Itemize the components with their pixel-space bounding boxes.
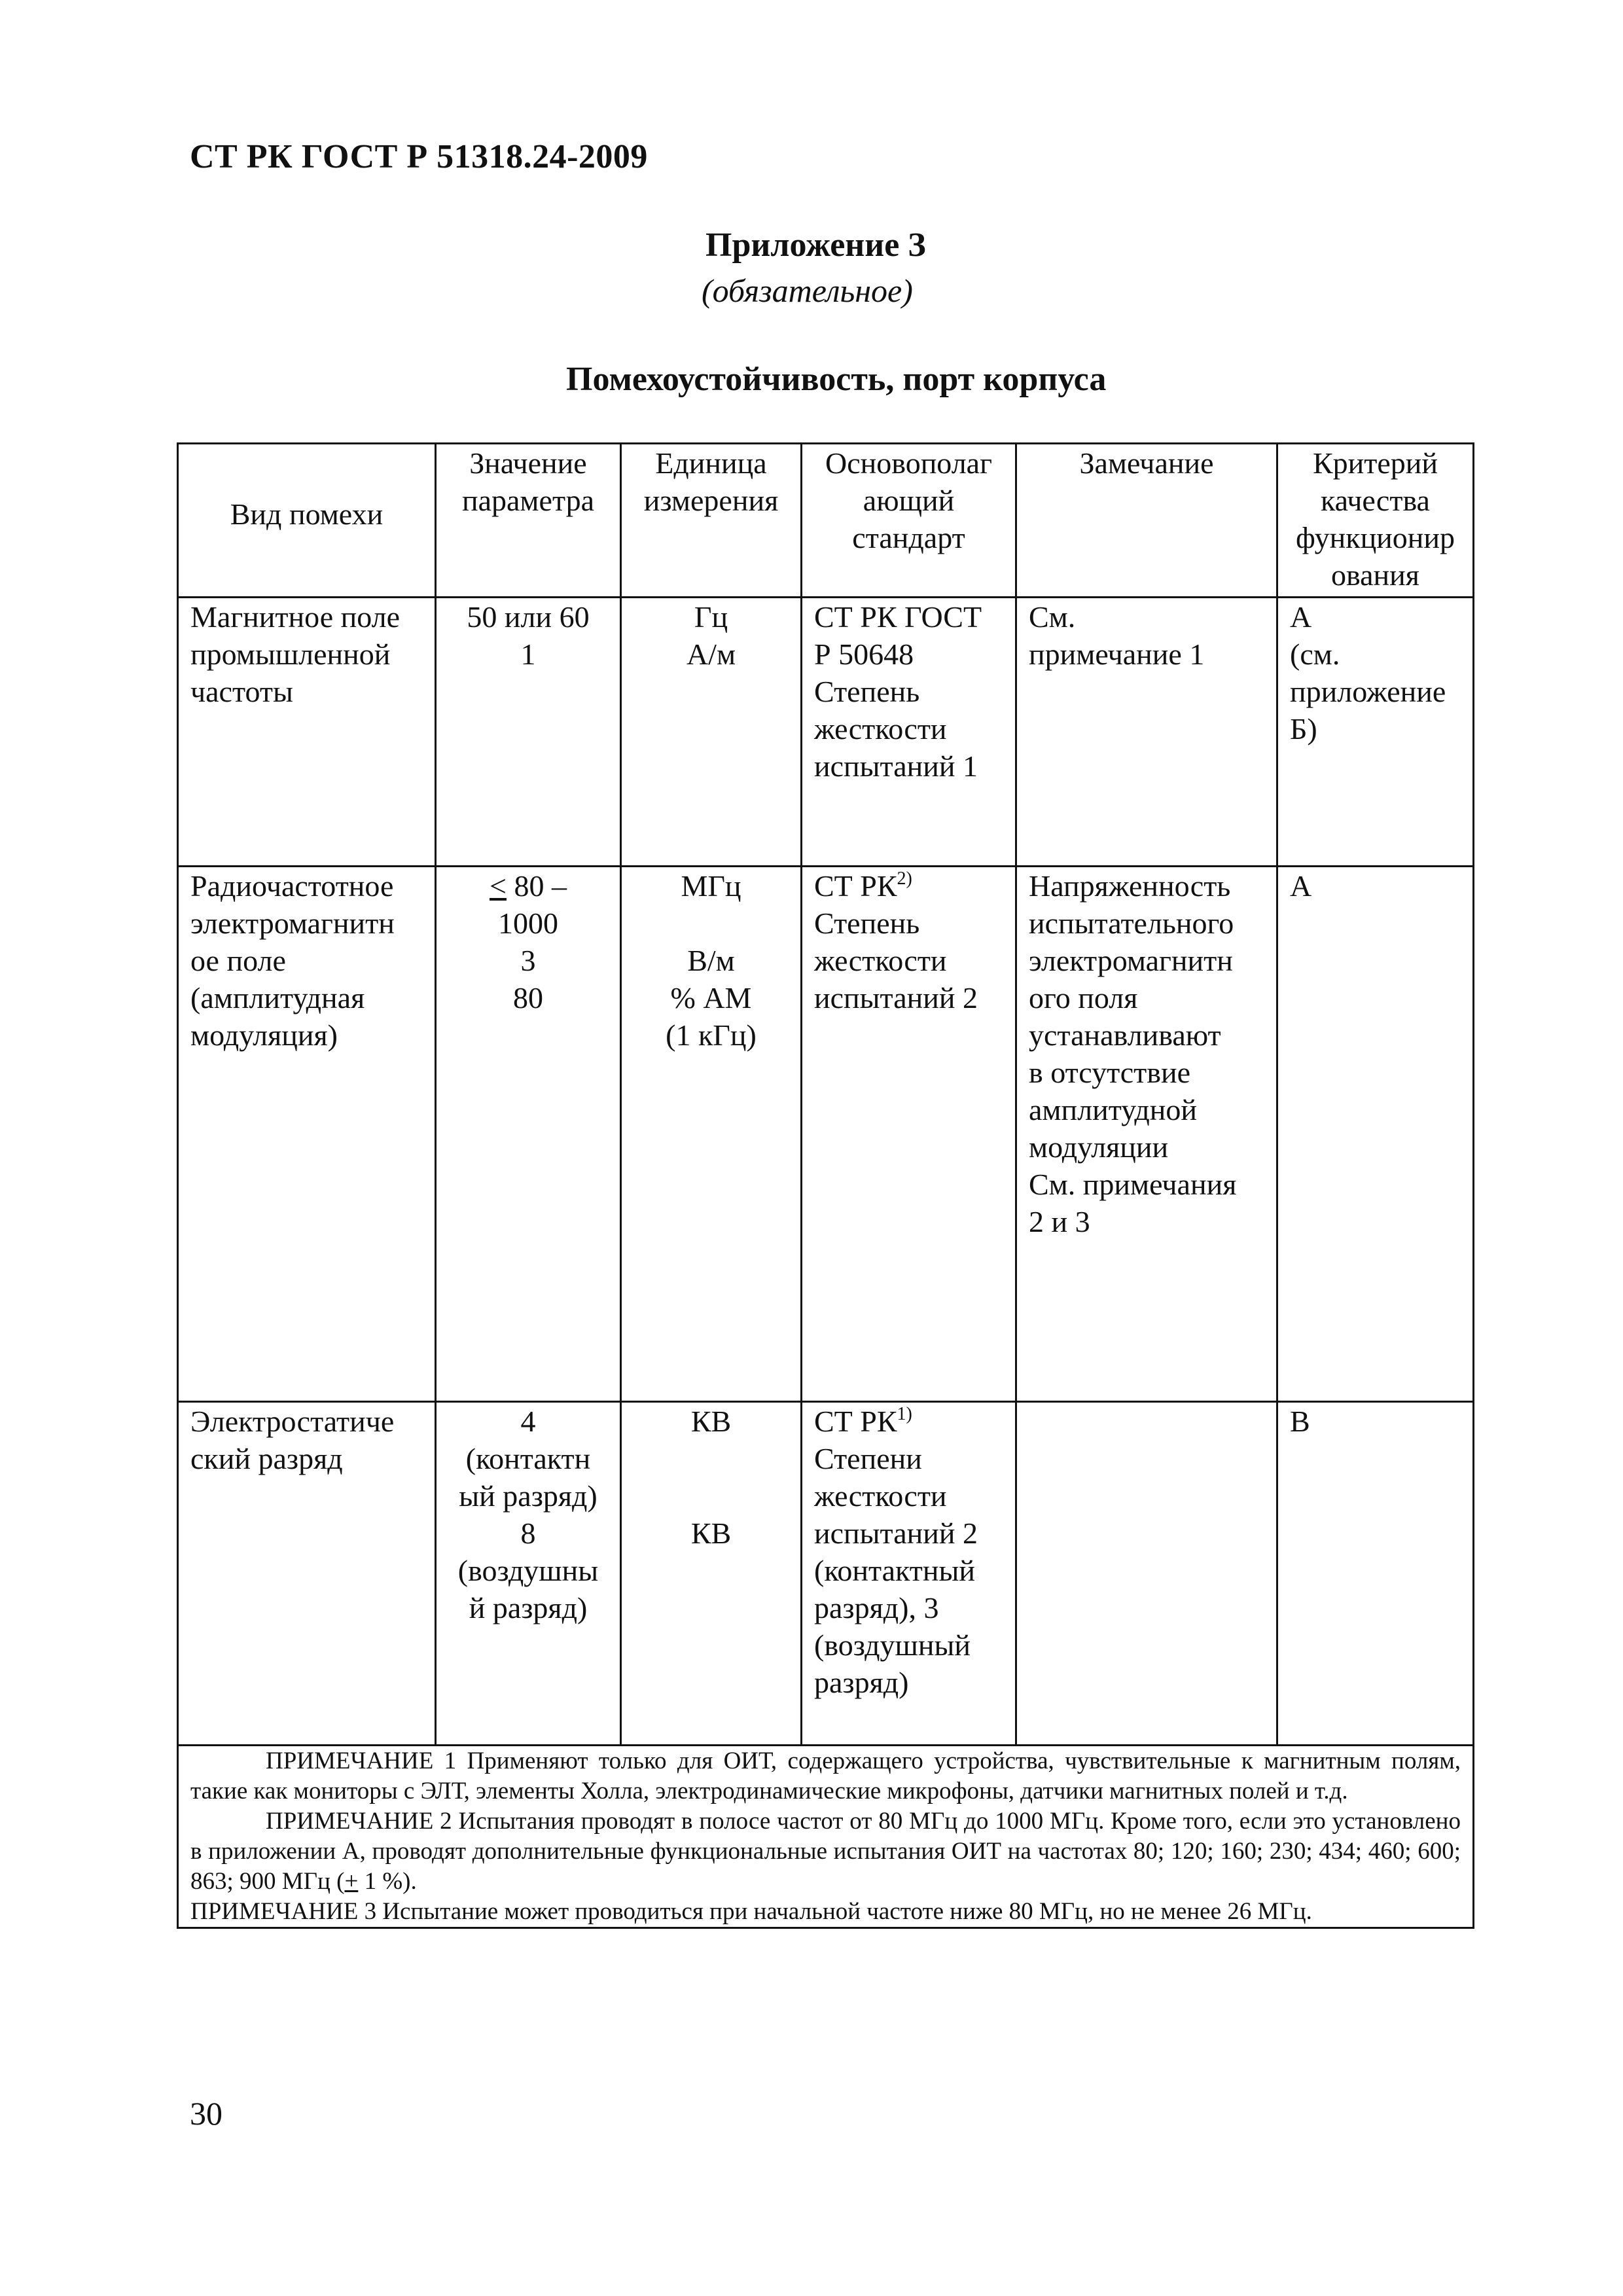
immunity-table: [177, 442, 1474, 1929]
section-title: Помехоустойчивость, порт корпуса: [566, 361, 1107, 398]
cell-type: Электростатиче ский разряд: [178, 1402, 436, 1746]
document-code: СТ РК ГОСТ Р 51318.24-2009: [190, 138, 648, 175]
plus-minus-sign: +: [344, 1868, 359, 1895]
cell-remark: [1016, 1402, 1277, 1746]
less-equal-sign: <: [490, 869, 507, 903]
cell-remark: Напряженность испытательного электромагнитн ого поля устанавливают в отсутствие амплитудной модуляции См. примечания 2 и 3: [1016, 867, 1277, 1402]
notes-cell: [178, 1746, 1474, 1928]
note-1: ПРИМЕЧАНИЕ 1 Применяют только для ОИТ, содержащего устройства, чувствительные к магнитным полям, такие как мониторы с ЭЛТ, элементы Холла, электродинамические микрофоны, датчики магнитных полей и т.д.: [190, 1748, 1461, 1804]
cell-type: Радиочастотное электромагнитн ое поле (амплитудная модуляция): [178, 867, 436, 1402]
table-row: [178, 1402, 1474, 1746]
footnote-ref: 2): [897, 869, 912, 889]
table-header-row: [178, 444, 1474, 598]
cell-criterion: А: [1277, 867, 1474, 1402]
col-header-criterion: Критерий качества функционир ования: [1277, 444, 1474, 598]
cell-unit: КВ КВ: [621, 1402, 802, 1746]
col-header-unit: Единица измерения: [621, 444, 802, 598]
cell-unit: МГц В/м % АМ (1 кГц): [621, 867, 802, 1402]
table-notes-row: [178, 1746, 1474, 1928]
cell-criterion: В: [1277, 1402, 1474, 1746]
appendix-title: Приложение З: [705, 226, 926, 264]
cell-remark: См. примечание 1: [1016, 598, 1277, 867]
note-2: ПРИМЕЧАНИЕ 2 Испытания проводят в полосе частот от 80 МГц до 1000 МГц. Кроме того, если это установлено в приложении А, проводят дополнительные функциональные испытания ОИТ на частотах 80; 120; 160; 230; 434; 460; 600; 863; 900 МГц (+ 1 %).: [190, 1808, 1461, 1895]
cell-unit: Гц А/м: [621, 598, 802, 867]
appendix-status: (обязательное): [702, 272, 913, 309]
footnote-ref: 1): [897, 1404, 912, 1424]
table-row: [178, 598, 1474, 867]
table-row: [178, 867, 1474, 1402]
cell-criterion: А (см. приложение Б): [1277, 598, 1474, 867]
cell-standard: СТ РК$^{1)}$ Степени жесткости испытаний 2 (контактный разряд), 3 (воздушный разряд): [802, 1402, 1016, 1746]
col-header-standard: Основополаг ающий стандарт: [802, 444, 1016, 598]
cell-value: < 80 – 1000 3 80: [436, 867, 621, 1402]
note-3: ПРИМЕЧАНИЕ 3 Испытание может проводиться при начальной частоте ниже 80 МГц, но не менее 26 МГц.: [190, 1898, 1312, 1925]
page-number: 30: [190, 2095, 223, 2132]
cell-standard: СТ РК$^{2)}$ Степень жесткости испытаний 2: [802, 867, 1016, 1402]
cell-value: 4 (контактн ый разряд) 8 (воздушны й разряд): [436, 1402, 621, 1746]
cell-value: 50 или 60 1: [436, 598, 621, 867]
col-header-remark: Замечание: [1016, 444, 1277, 598]
cell-type: Магнитное поле промышленной частоты: [178, 598, 436, 867]
col-header-value: Значение параметра: [436, 444, 621, 598]
col-header-type: Вид помехи: [178, 444, 436, 598]
cell-standard: СТ РК ГОСТ Р 50648 Степень жесткости испытаний 1: [802, 598, 1016, 867]
